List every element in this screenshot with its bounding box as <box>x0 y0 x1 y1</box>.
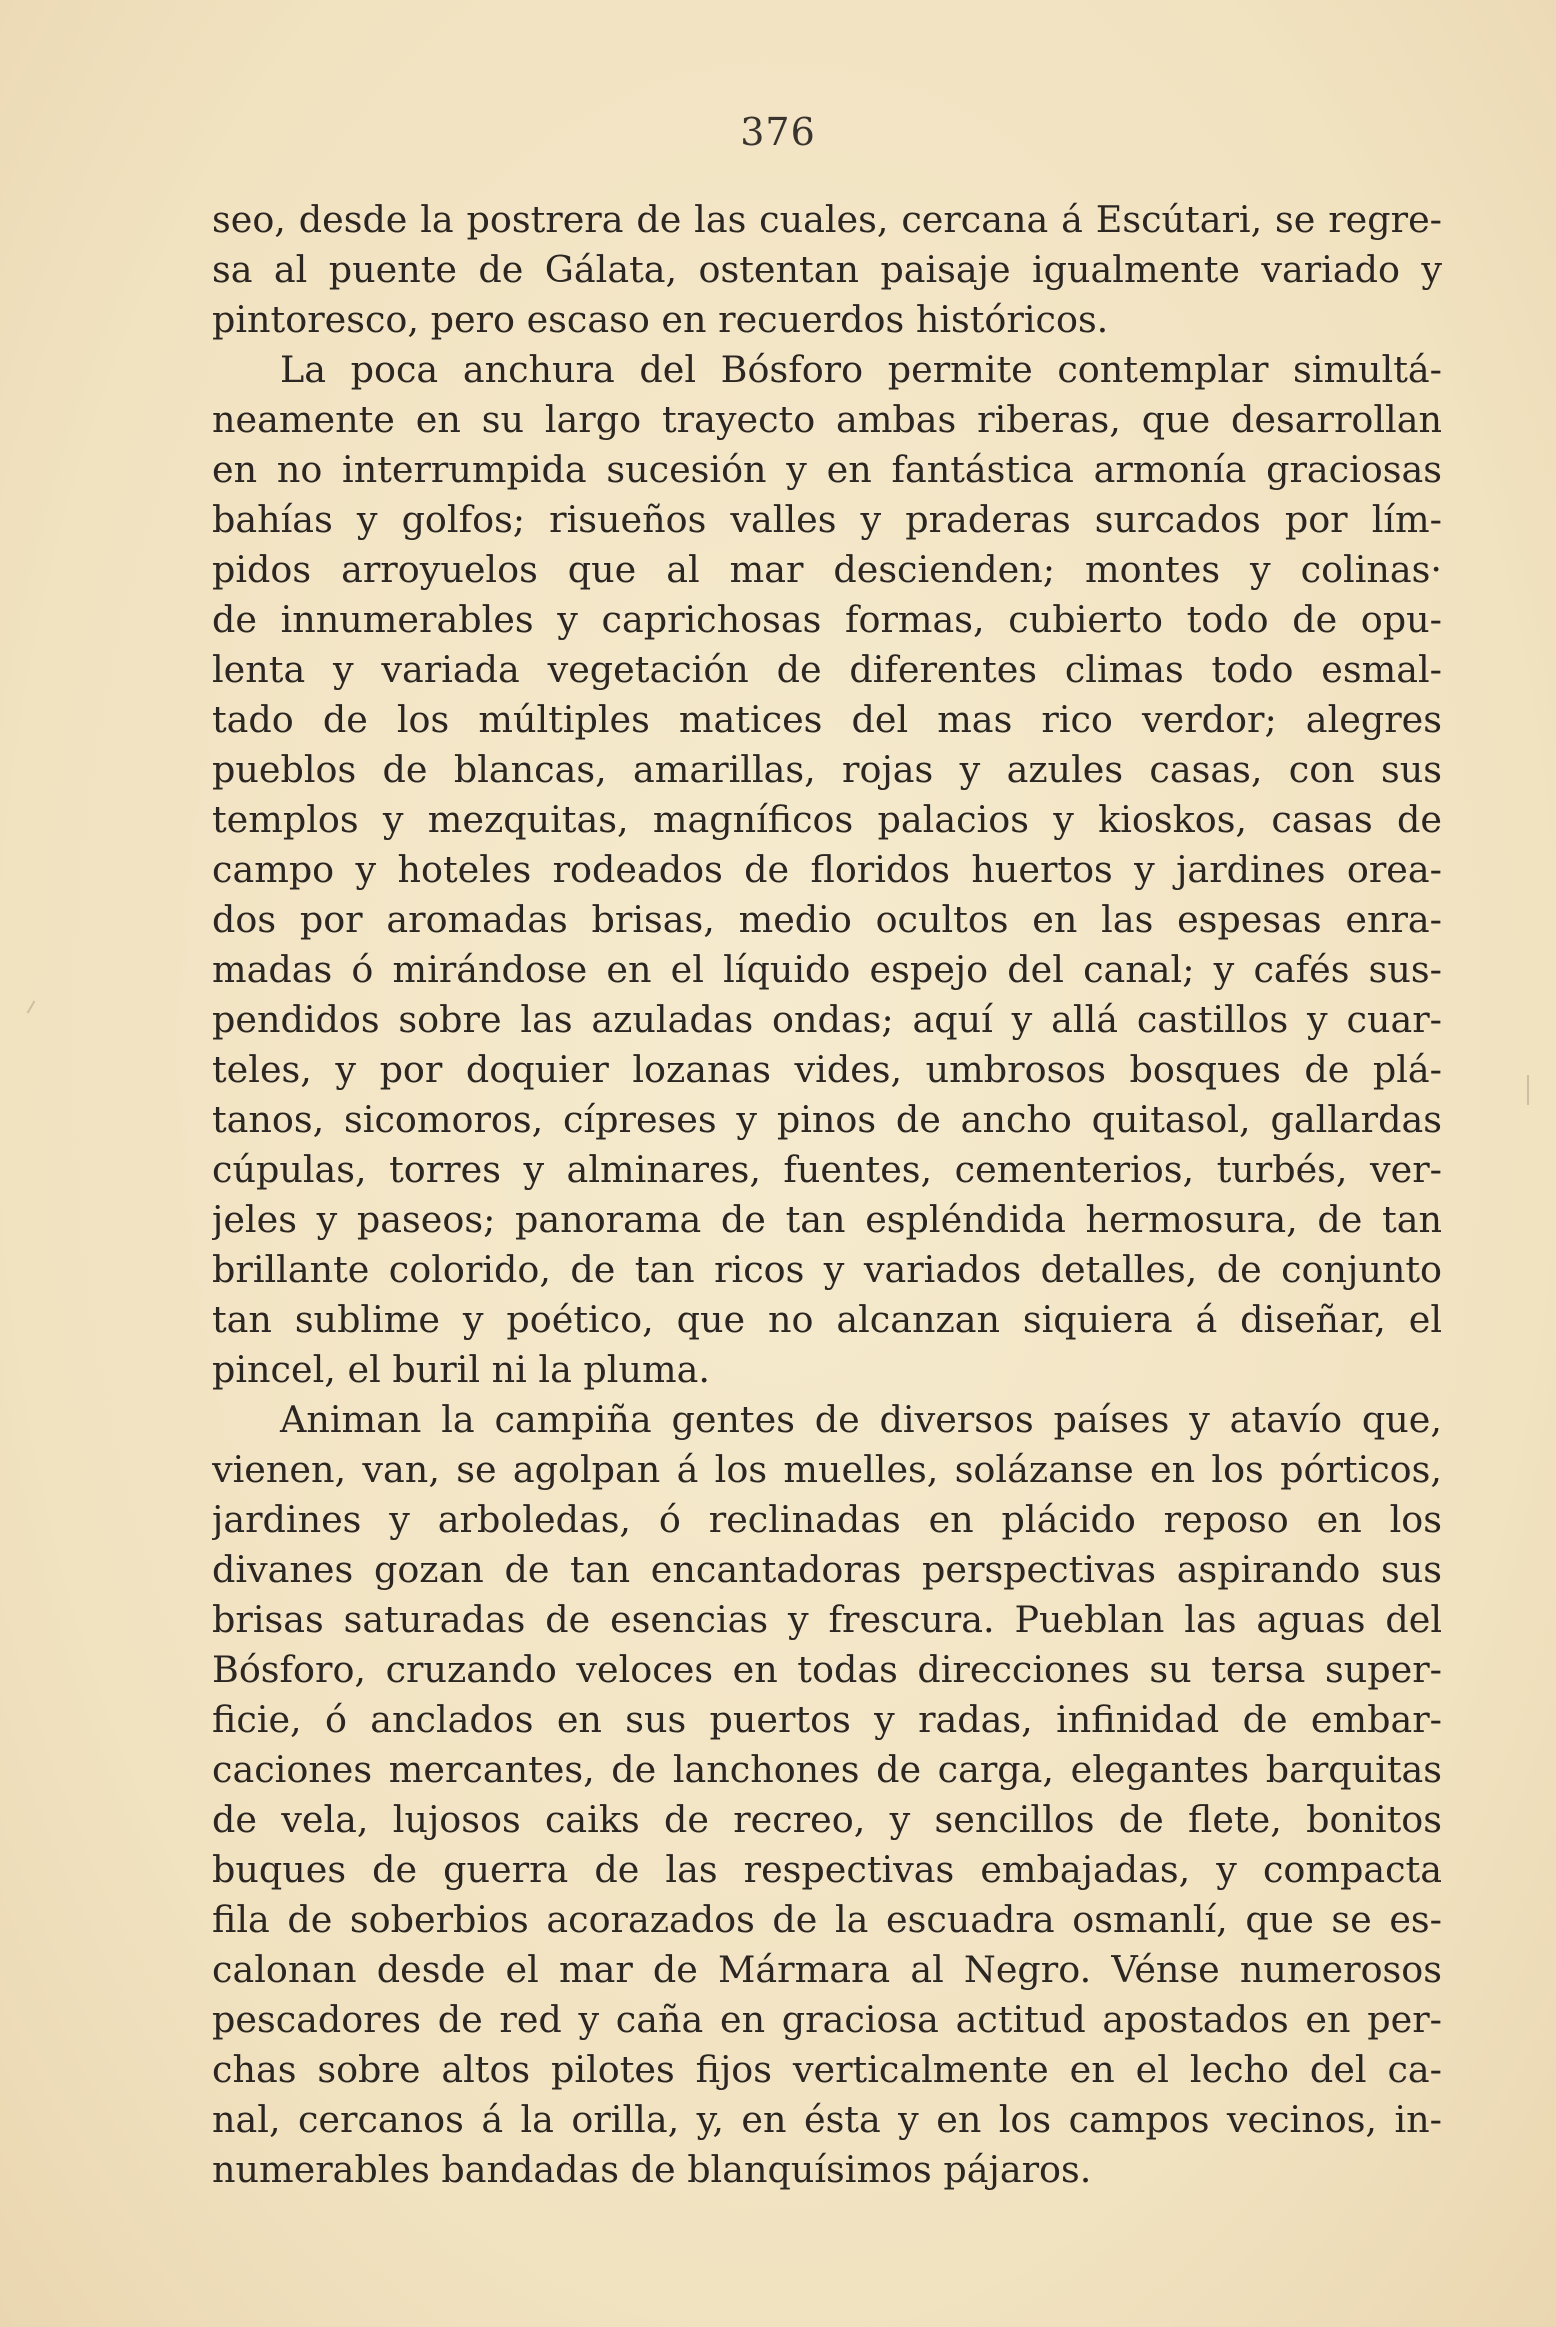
text-line: madas ó mirándose en el líquido espejo del canal; y cafés sus- <box>212 948 1442 991</box>
text-line: Animan la campiña gentes de diversos países y atavío que, <box>280 1398 1442 1441</box>
text-line: pidos arroyuelos que al mar descienden; montes y colinas· <box>212 548 1442 591</box>
text-line: chas sobre altos pilotes fijos verticalmente en el lecho del ca- <box>212 2048 1442 2091</box>
text-line: brillante colorido, de tan ricos y variados detalles, de conjunto <box>212 1248 1442 1291</box>
text-line: ficie, ó anclados en sus puertos y radas, infinidad de embar- <box>212 1698 1442 1741</box>
text-line: tan sublime y poético, que no alcanzan siquiera á diseñar, el <box>212 1298 1442 1341</box>
text-line: jardines y arboledas, ó reclinadas en plácido reposo en los <box>212 1498 1442 1541</box>
text-line: de innumerables y caprichosas formas, cubierto todo de opu- <box>212 598 1442 641</box>
text-line: vienen, van, se agolpan á los muelles, solázanse en los pórticos, <box>212 1448 1442 1491</box>
body-text <box>212 195 1442 2195</box>
text-line: tado de los múltiples matices del mas rico verdor; alegres <box>212 698 1442 741</box>
text-line: teles, y por doquier lozanas vides, umbrosos bosques de plá- <box>212 1048 1442 1091</box>
text-line: bahías y golfos; risueños valles y praderas surcados por lím- <box>212 498 1442 541</box>
text-line: nal, cercanos á la orilla, y, en ésta y en los campos vecinos, in- <box>212 2098 1442 2141</box>
text-line: cúpulas, torres y alminares, fuentes, cementerios, turbés, ver- <box>212 1148 1442 1191</box>
text-line: fila de soberbios acorazados de la escuadra osmanlí, que se es- <box>212 1898 1442 1941</box>
text-line: pueblos de blancas, amarillas, rojas y azules casas, con sus <box>212 748 1442 791</box>
text-line: pescadores de red y caña en graciosa actitud apostados en per- <box>212 1998 1442 2041</box>
margin-mark <box>27 1000 36 1013</box>
text-line: divanes gozan de tan encantadoras perspectivas aspirando sus <box>212 1548 1442 1591</box>
text-line: templos y mezquitas, magníficos palacios y kioskos, casas de <box>212 798 1442 841</box>
text-line: sa al puente de Gálata, ostentan paisaje igualmente variado y <box>212 248 1442 291</box>
text-line: pincel, el buril ni la pluma. <box>212 1348 710 1391</box>
text-line: numerables bandadas de blanquísimos pájaros. <box>212 2148 1092 2191</box>
text-line: dos por aromadas brisas, medio ocultos en las espesas enra- <box>212 898 1442 941</box>
text-line: pintoresco, pero escaso en recuerdos históricos. <box>212 298 1109 341</box>
text-line: buques de guerra de las respectivas embajadas, y compacta <box>212 1848 1442 1891</box>
text-line: en no interrumpida sucesión y en fantástica armonía graciosas <box>212 448 1442 491</box>
text-line: campo y hoteles rodeados de floridos huertos y jardines orea- <box>212 848 1442 891</box>
text-line: jeles y paseos; panorama de tan espléndida hermosura, de tan <box>212 1198 1442 1241</box>
text-line: lenta y variada vegetación de diferentes climas todo esmal- <box>212 648 1442 691</box>
text-line: Bósforo, cruzando veloces en todas direcciones su tersa super- <box>212 1648 1442 1691</box>
text-line: pendidos sobre las azuladas ondas; aquí y allá castillos y cuar- <box>212 998 1442 1041</box>
text-line: caciones mercantes, de lanchones de carga, elegantes barquitas <box>212 1748 1442 1791</box>
text-line: de vela, lujosos caiks de recreo, y sencillos de flete, bonitos <box>212 1798 1442 1841</box>
text-line: calonan desde el mar de Mármara al Negro. Vénse numerosos <box>212 1948 1442 1991</box>
margin-mark <box>1527 1075 1529 1105</box>
text-line: tanos, sicomoros, cípreses y pinos de ancho quitasol, gallardas <box>212 1098 1442 1141</box>
text-line: brisas saturadas de esencias y frescura. Pueblan las aguas del <box>212 1598 1442 1641</box>
text-line: seo, desde la postrera de las cuales, cercana á Escútari, se regre- <box>212 198 1442 241</box>
page-number: 376 <box>740 110 816 154</box>
text-line: La poca anchura del Bósforo permite contemplar simultá- <box>280 348 1442 391</box>
text-line: neamente en su largo trayecto ambas riberas, que desarrollan <box>212 398 1442 441</box>
